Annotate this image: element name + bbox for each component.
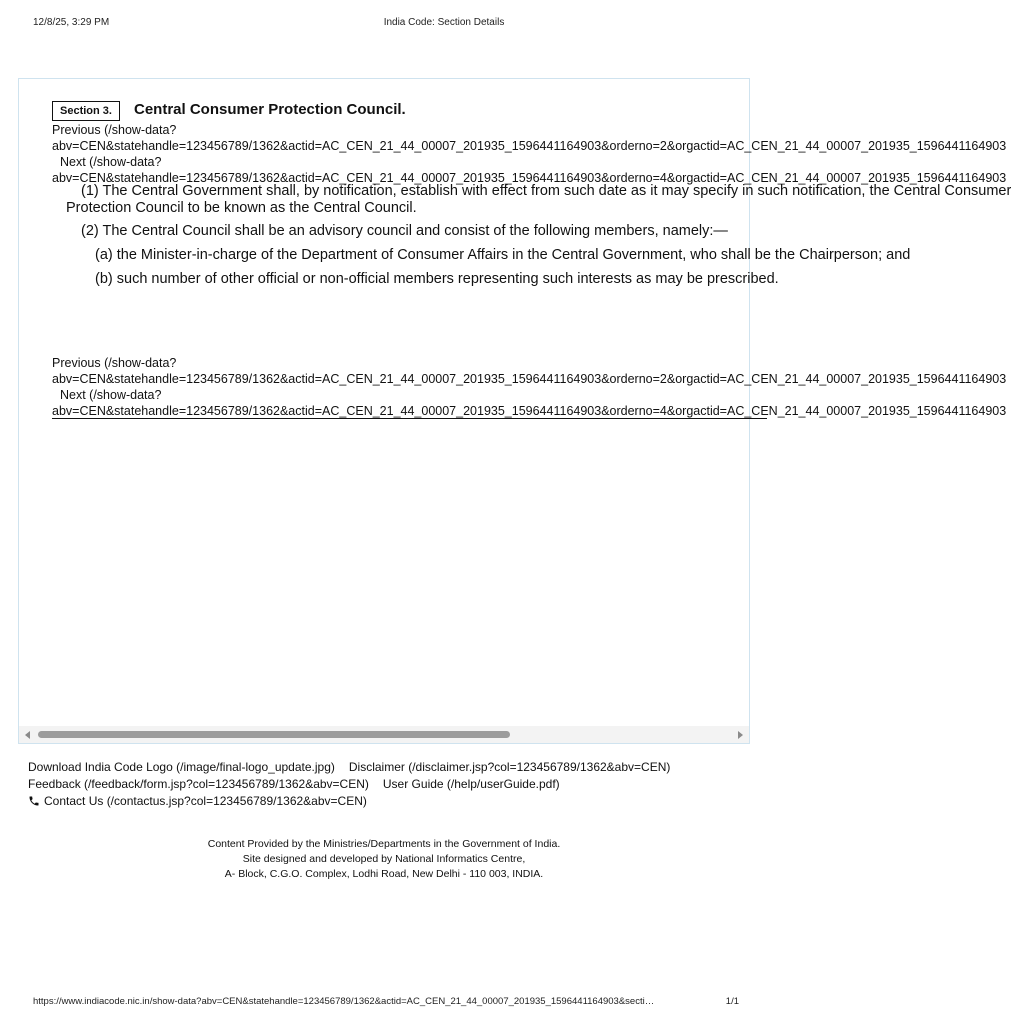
site-credits (0, 837, 768, 882)
content-frame[interactable] (18, 78, 1011, 744)
previous-link-url[interactable]: abv=CEN&statehandle=123456789/1362&actid=AC_CEN_21_44_00007_201935_1596441164903&orderno=2&orgactid=AC_CEN_21_44_00007_201935_1596441164903 (52, 139, 1007, 153)
credits-line-1: Content Provided by the Ministries/Departments in the Government of India. (207, 838, 561, 850)
print-url: https://www.indiacode.nic.in/show-data?abv=CEN&statehandle=123456789/1362&actid=AC_CEN_21_44_00007_201935_1596441164903&secti… (33, 996, 655, 1007)
user-guide-link[interactable]: User Guide (/help/userGuide.pdf) (382, 777, 560, 791)
print-header (0, 17, 768, 31)
clause-b: (b) such number of other official or non-official members representing such interests as may be prescribed. (95, 271, 779, 287)
credits-line-3: A- Block, C.G.O. Complex, Lodhi Road, New Delhi - 110 003, INDIA. (224, 868, 544, 880)
print-datetime: 12/8/25, 3:29 PM (33, 17, 110, 28)
next-link-url[interactable]: abv=CEN&statehandle=123456789/1362&actid=AC_CEN_21_44_00007_201935_1596441164903&orderno=4&orgactid=AC_CEN_21_44_00007_201935_1596441164903 (52, 171, 1007, 185)
section-content (52, 79, 1011, 729)
subsection-2: (2) The Central Council shall be an advisory council and consist of the following members, namely:— (81, 223, 728, 239)
credits-line-2: Site designed and developed by National Informatics Centre, (242, 853, 526, 865)
subsection-1-line-1: (1) The Central Government shall, by notification, establish with effect from such date as it may specify in such notification, the Central Consumer (81, 183, 1011, 199)
print-page-title: India Code: Section Details (383, 17, 505, 28)
clause-a: (a) the Minister-in-charge of the Department of Consumer Affairs in the Central Government, who shall be the Chairperson; and (95, 247, 911, 263)
horizontal-scrollbar[interactable] (19, 726, 749, 743)
footer-links (28, 759, 670, 810)
download-logo-link[interactable]: Download India Code Logo (/image/final-logo_update.jpg) (28, 760, 335, 774)
section-title: Central Consumer Protection Council. (134, 101, 406, 118)
previous-link-bottom[interactable]: Previous (/show-data? (52, 356, 177, 370)
contact-us-link[interactable]: Contact Us (/contactus.jsp?col=123456789/1362&abv=CEN) (44, 794, 367, 808)
arrow-right-icon[interactable] (738, 731, 743, 739)
previous-link-bottom-url[interactable]: abv=CEN&statehandle=123456789/1362&actid=AC_CEN_21_44_00007_201935_1596441164903&orderno=2&orgactid=AC_CEN_21_44_00007_201935_1596441164903 (52, 372, 1007, 386)
feedback-link[interactable]: Feedback (/feedback/form.jsp?col=123456789/1362&abv=CEN) (28, 777, 369, 791)
next-link-bottom-url[interactable]: abv=CEN&statehandle=123456789/1362&actid=AC_CEN_21_44_00007_201935_1596441164903&orderno=4&orgactid=AC_CEN_21_44_00007_201935_1596441164903 (52, 404, 1007, 418)
phone-icon (28, 795, 40, 807)
next-link[interactable]: Next (/show-data? (60, 155, 162, 169)
disclaimer-link[interactable]: Disclaimer (/disclaimer.jsp?col=123456789/1362&abv=CEN) (348, 760, 671, 774)
next-link-bottom[interactable]: Next (/show-data? (60, 388, 162, 402)
scrollbar-thumb[interactable] (38, 731, 510, 738)
page-number: 1/1 (725, 996, 739, 1007)
section-badge: Section 3. (52, 101, 120, 121)
section-bottom-rule (52, 418, 767, 419)
subsection-1-line-2: Protection Council to be known as the Central Council. (66, 200, 417, 216)
arrow-left-icon[interactable] (25, 731, 30, 739)
previous-link[interactable]: Previous (/show-data? (52, 123, 177, 137)
